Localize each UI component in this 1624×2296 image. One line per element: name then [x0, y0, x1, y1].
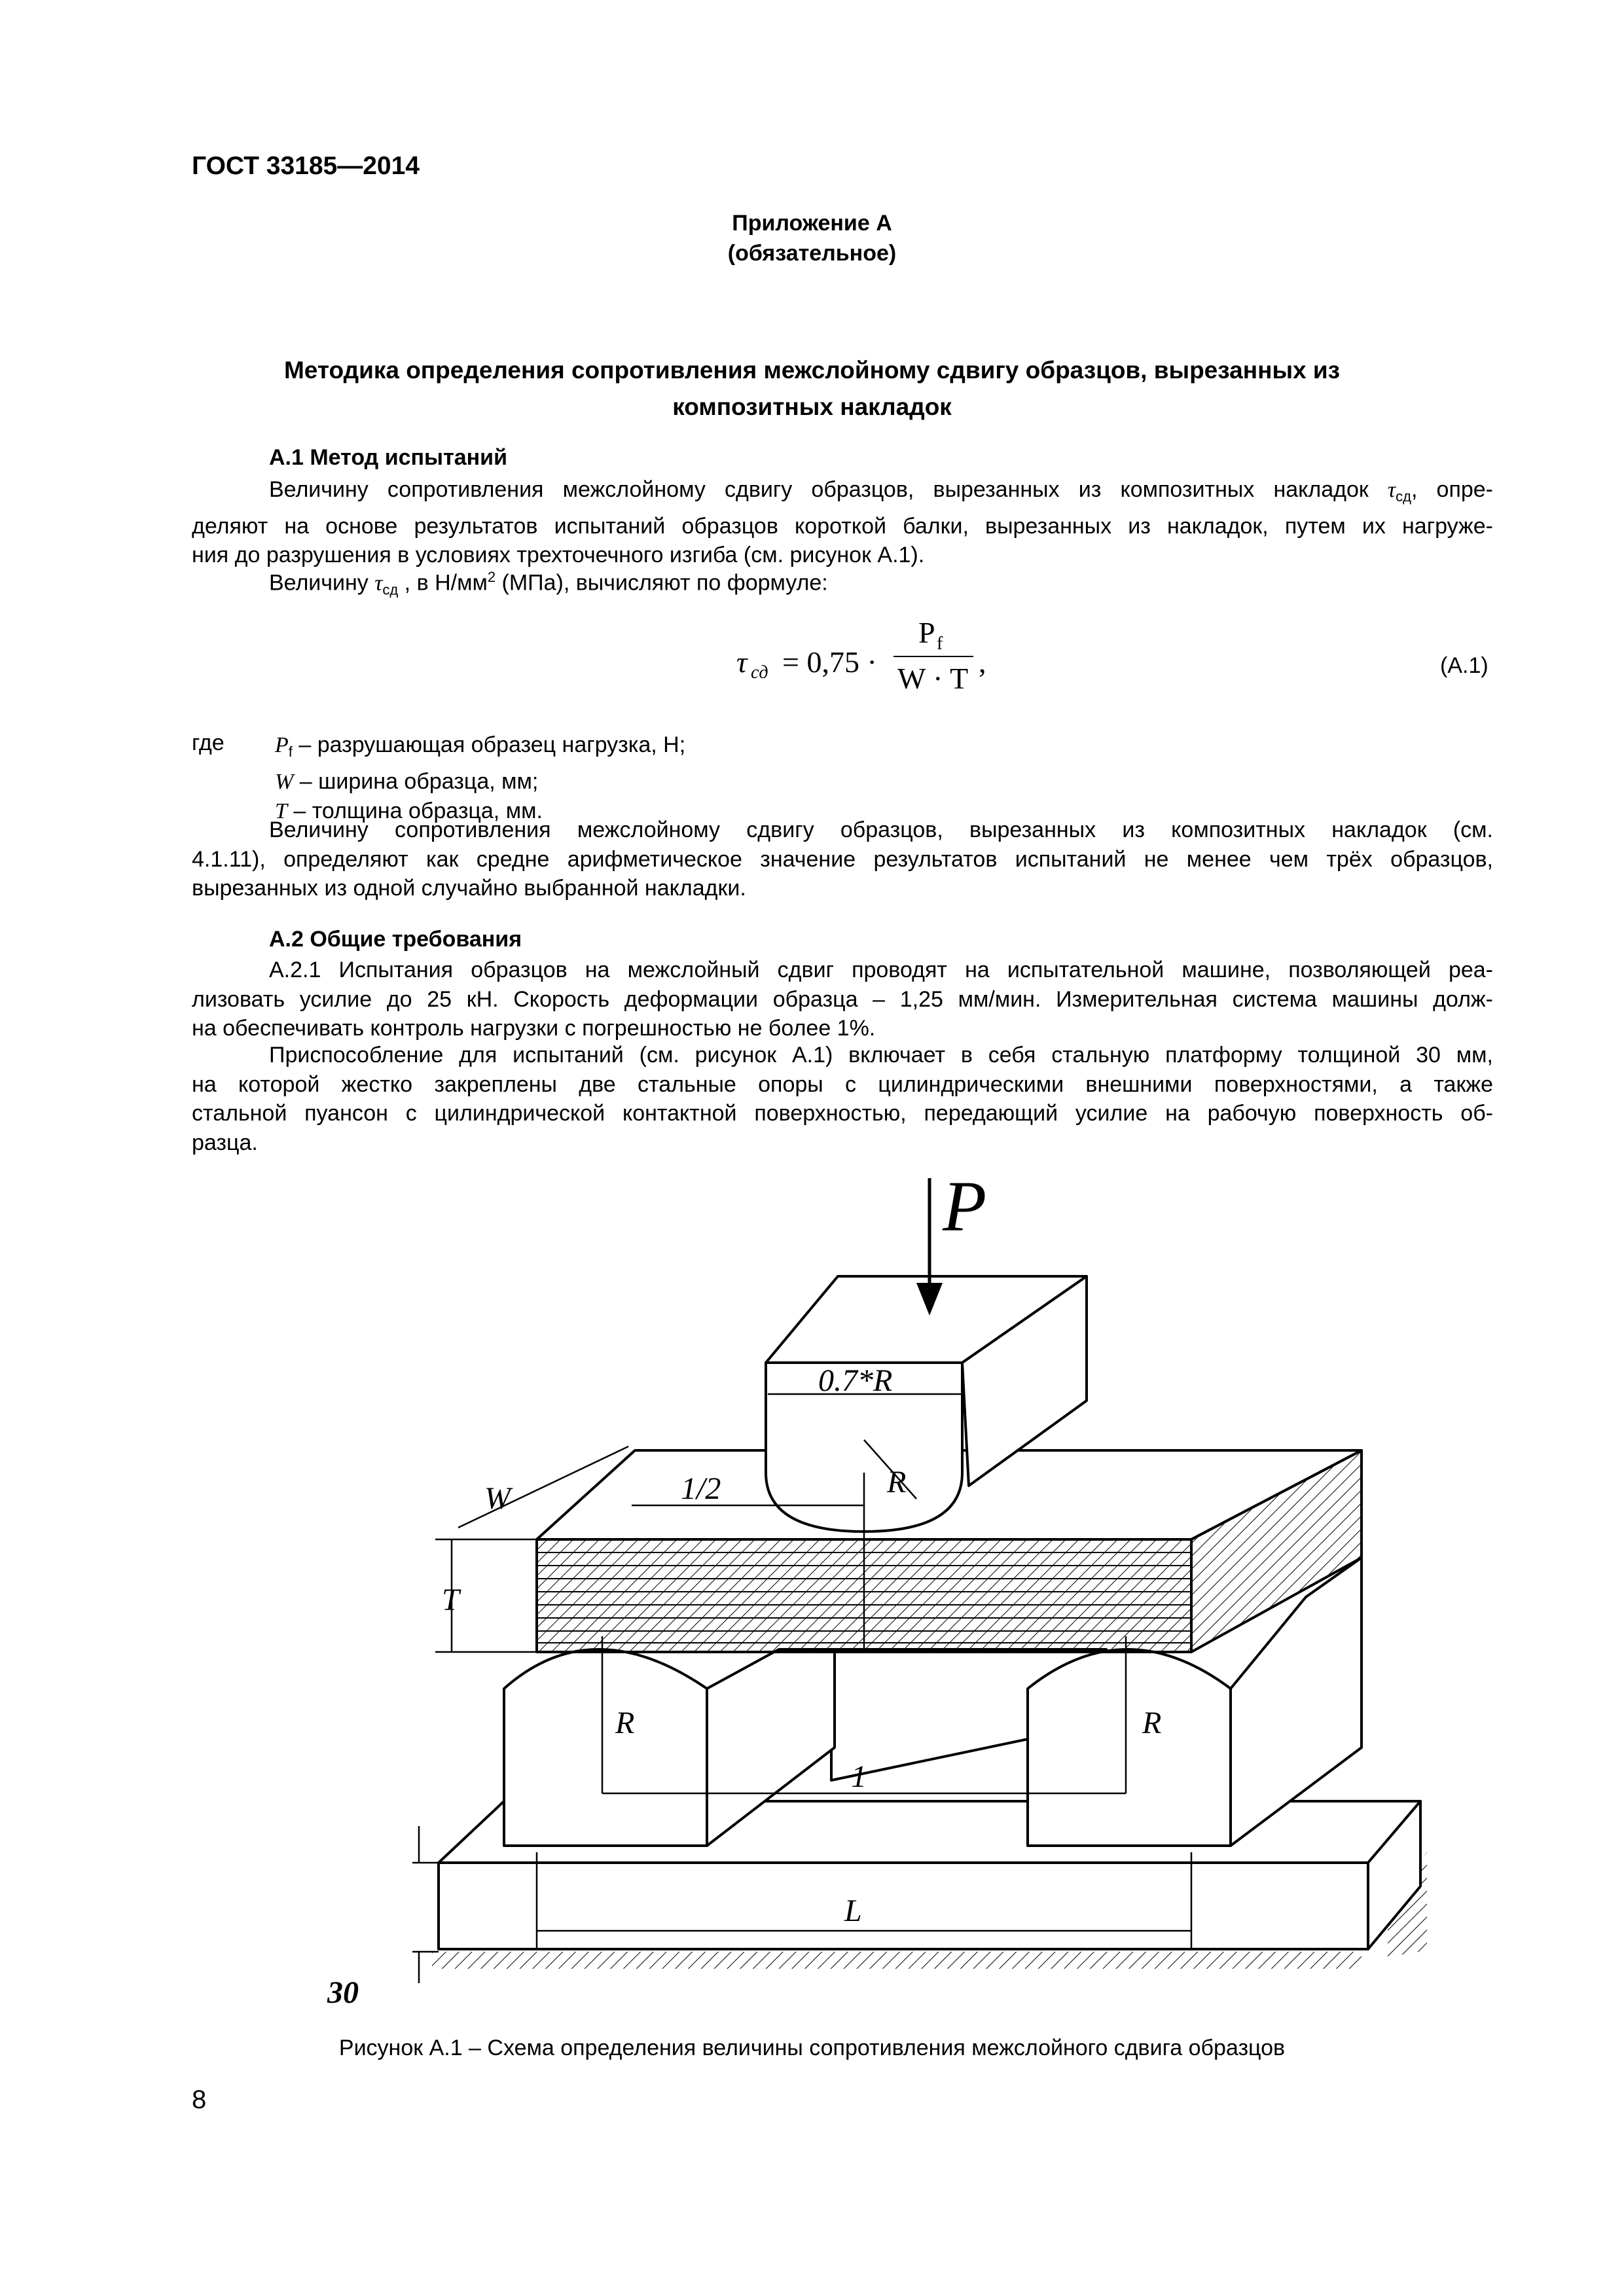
main-title-line2: композитных накладок	[672, 393, 952, 420]
paragraph-line: вырезанных из одной случайно выбранной накладки.	[192, 876, 746, 901]
base-platform-front	[439, 1863, 1368, 1949]
formula-number: (А.1)	[1440, 653, 1489, 678]
label-punch-radius: R	[887, 1465, 907, 1499]
right-support	[1028, 1649, 1231, 1846]
paragraph-line: А.2.1 Испытания образцов на межслойный сдвиг проводят на испытательной машине, позволяющей реа-	[269, 958, 1493, 982]
where-label: где	[192, 730, 225, 755]
label-platform-thickness: 30	[327, 1975, 359, 2010]
label-width: W	[484, 1481, 511, 1516]
paragraph-line: Величину $\tau_{сд}$ , в $Н/мм^2$ (МПа), вычисляют по формуле:	[269, 569, 828, 598]
label-punch-width: 0.7*R	[818, 1363, 893, 1398]
paragraph-line: стальной пуансон с цилиндрической контактной поверхностью, передающий усилие на рабочую поверхность об-	[192, 1101, 1493, 1126]
figure-a1-diagram	[229, 1147, 1453, 2032]
label-left-radius: R	[615, 1706, 635, 1740]
paragraph-line: на обеспечивать контроль нагрузки с погрешностью не более 1%.	[192, 1016, 876, 1041]
where-item: T – толщина образца, мм.	[275, 798, 543, 823]
where-item: $P_f$ – разрушающая образец нагрузка, Н;	[275, 732, 686, 760]
paragraph-line: на которой жестко закреплены две стальные опоры с цилиндрическими внешними поверхностями, а также	[192, 1071, 1493, 1097]
label-length: L	[844, 1893, 862, 1928]
paragraph-line: 4.1.11), определяют как средне арифметическое значение результатов испытаний не менее чем трёх образцов,	[192, 846, 1493, 872]
where-item: W – ширина образца, мм;	[275, 768, 539, 794]
document-code: ГОСТ 33185—2014	[192, 152, 420, 180]
label-load: P	[943, 1166, 987, 1246]
appendix-title: Приложение А	[732, 211, 892, 236]
ground-hatch	[432, 1952, 1362, 1969]
page-number: 8	[192, 2085, 207, 2114]
appendix-kind: (обязательное)	[727, 241, 897, 266]
label-thickness: T	[442, 1583, 460, 1617]
section1-heading: А.1 Метод испытаний	[269, 445, 507, 470]
paragraph-line: Приспособление для испытаний (см. рисунок А.1) включает в себя стальную платформу толщиной 30 мм,	[269, 1043, 1493, 1067]
figure-caption: Рисунок А.1 – Схема определения величины сопротивления межслойного сдвига образцов	[338, 2036, 1286, 2060]
fraction-bar	[893, 656, 973, 657]
section2-heading: А.2 Общие требования	[269, 927, 522, 952]
main-title	[0, 352, 1624, 425]
label-half-span: 1/2	[681, 1471, 721, 1506]
section2-paragraph2	[192, 1041, 1493, 1157]
left-support	[504, 1649, 707, 1846]
where-list	[275, 730, 685, 827]
label-right-radius: R	[1142, 1706, 1162, 1740]
paragraph-line: Величину сопротивления межслойному сдвигу образцов, вырезанных из композитных накладок (см.	[269, 817, 1493, 842]
paragraph-line: Величину сопротивления межслойному сдвигу образцов, вырезанных из композитных накладок $\tau_{сд}$, опре-	[269, 477, 1493, 505]
main-title-line1: Методика определения сопротивления межслойному сдвигу образцов, вырезанных из	[283, 357, 1341, 384]
section2-paragraph1	[192, 956, 1493, 1043]
paragraph-line: деляют на основе результатов испытаний образцов короткой балки, вырезанных из накладок, путем их нагруже-	[192, 513, 1493, 539]
formula-a1: τ сд = 0,75 · P f W · T ,	[736, 616, 986, 695]
paragraph3	[192, 816, 1493, 903]
paragraph-line: ния до разрушения в условиях трехточечного изгиба (см. рисунок А.1).	[192, 543, 925, 567]
paragraph-line: разца.	[192, 1130, 258, 1155]
section1-paragraph2	[192, 563, 1493, 605]
section1-paragraph1	[192, 475, 1493, 570]
label-span: 1	[851, 1759, 867, 1794]
paragraph-line: лизовать усилие до 25 кН. Скорость деформации образца – 1,25 мм/мин. Измерительная система машины долж-	[192, 986, 1493, 1012]
